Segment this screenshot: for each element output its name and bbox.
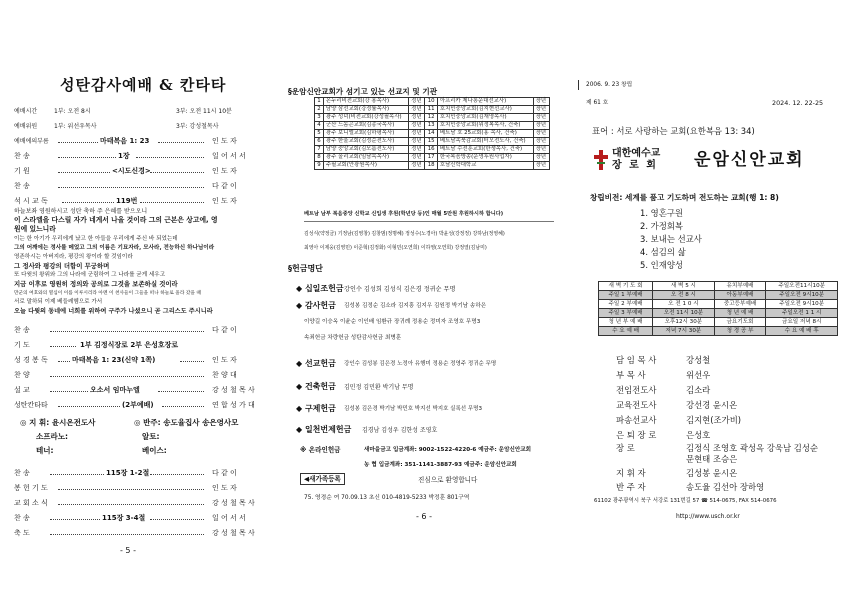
order-right: 인 도 자 — [212, 356, 237, 364]
meta-value: 1부: 오전 8시 — [54, 108, 91, 115]
service-time: 저녁 7시 30분 — [653, 327, 714, 336]
service-name: 주일 2 부예배 — [599, 300, 653, 309]
mission-no: 13 — [425, 122, 438, 130]
staff-role: 장 로 — [616, 443, 635, 453]
mission-name: 호치민중앙교회(김재영목사) — [437, 114, 533, 122]
mission-row — [315, 130, 550, 138]
reading-line: 지금 이후로 영원히 정의와 공의로 그것을 보존하실 것이라 — [14, 280, 178, 288]
staff-name: 김성봉 윤시온 — [686, 468, 738, 478]
mission-name: 아프리카 제나롱운대선교사) — [437, 98, 533, 106]
reading-line: 원에 있느니라 — [14, 225, 56, 233]
vision-item: 3. 보내는 선교사 — [640, 234, 702, 244]
order-item: 찬 양 — [14, 371, 30, 379]
account-line: 새마을금고 입금계좌: 9002-1522-4220-6 예금주: 운암신안교회 — [364, 447, 532, 453]
names-line: 김성식(약정금) 기정남(김영창) 김창범(정명혜) 정성수(노경아) 박윤성(강정정) 강하남(정영혜) — [304, 231, 505, 237]
staff-name: 김지현(조가비) — [686, 415, 742, 425]
offering-names: 이양길 이승옥 이윤순 이인배 임환규 장귀례 정용순 정미자 조영호 무명3 — [304, 319, 481, 325]
order-right: 강 성 철 목 사 — [212, 529, 255, 537]
order-center: 오소서 임마누엘 — [90, 386, 140, 394]
mission-name: 담양 삼선교회(강정률목사) — [323, 106, 408, 114]
church-cross-logo — [594, 150, 608, 170]
online-offering-label: ※ 온라인헌금 — [300, 446, 341, 454]
mission-no: 6 — [315, 138, 324, 146]
order-center: 115장 1-2절 — [106, 469, 150, 477]
schedule-row — [599, 282, 838, 291]
order-right: 인 도 자 — [212, 197, 237, 205]
mission-type: 장년 — [533, 146, 549, 154]
order-item: 축 도 — [14, 529, 30, 537]
mission-no: 17 — [425, 154, 438, 162]
missions-title: §운암신안교회가 섬기고 있는 선교지 및 기관 — [288, 87, 438, 96]
service-time: 오전 11시 10분 — [653, 309, 714, 318]
mission-no: 12 — [425, 114, 438, 122]
mission-type: 장년 — [533, 130, 549, 138]
meta-value: 1부: 위선우목사 — [54, 123, 97, 130]
mission-type: 정년 — [409, 130, 425, 138]
service-name: 청 경 공 부 — [714, 327, 766, 336]
order-center: 119번 — [116, 197, 138, 205]
schedule-row — [599, 309, 838, 318]
mission-name: 광주 한울교회(김정순전도사) — [323, 138, 408, 146]
service-time: 새 벽 5 시 — [653, 282, 714, 291]
newcomer-welcome: 진심으로 환영합니다 — [418, 476, 478, 484]
service-name: 수 요 예 배 — [599, 327, 653, 336]
mission-no: 8 — [315, 154, 324, 162]
staff-role: 반 주 자 — [616, 482, 646, 492]
conductor: ◎ 지 휘: 윤시온전도사 — [20, 418, 96, 427]
service-time: 주일오전 9시10분 — [766, 291, 838, 300]
mission-type: 장년 — [533, 98, 549, 106]
order-right: 일 어 서 서 — [212, 152, 246, 160]
order-right: 강 성 철 목 사 — [212, 386, 255, 394]
reading-line: 이는 한 아기가 우리에게 났고 한 아들을 우리에게 주신 바 되었는데 — [14, 236, 178, 242]
order-center: (2부예배) — [122, 401, 154, 409]
service-name: 중고등부예배 — [714, 300, 766, 309]
service-name: 아동부예배 — [714, 291, 766, 300]
staff-role: 파송선교사 — [616, 415, 657, 425]
mission-no: 3 — [315, 114, 324, 122]
mission-no: 15 — [425, 138, 438, 146]
order-item: 성탄칸타타 — [14, 401, 48, 409]
staff-name: 문현태 조승은 — [686, 454, 738, 464]
offering-names: 김성봉 김정순 김소라 김지흥 김지우 김원정 박기남 송하은 — [344, 303, 487, 309]
mission-type: 장년 — [533, 106, 549, 114]
mission-name: 온누리비전교회(강 용목사) — [323, 98, 408, 106]
order-item: 찬 송 — [14, 152, 30, 160]
staff-name: 김소라 — [686, 385, 711, 395]
mission-type: 장년 — [533, 162, 549, 170]
bass: 베이스: — [142, 446, 167, 455]
mission-row — [315, 154, 550, 162]
staff-role: 교육전도사 — [616, 400, 657, 410]
tenor: 테너: — [36, 446, 54, 455]
order-item: 성 경 봉 독 — [14, 356, 48, 364]
mission-name: 군산 드놈곤교회(김종국목사) — [323, 122, 408, 130]
denomination-bottom: 장 로 회 — [612, 160, 658, 171]
offering-type: ◆ 일천번제헌금 — [296, 425, 352, 434]
page-number: - 6 - — [416, 512, 432, 521]
mission-no: 9 — [315, 162, 324, 170]
missions-note: 베트남 남부 복음중앙 신학교 신입생 후원(학년당 등)인 매월 5만원 후원하시하 합니다) — [304, 211, 504, 217]
mission-name: 광주 성덕(비전교회(강성필목사) — [323, 114, 408, 122]
mission-row — [315, 122, 550, 130]
reading-line: 만군의 여호와의 열심이 이를 이루시리라 아멘 이 천사들이 그들을 떠나 하늘로 올라 갔을 때 — [14, 291, 201, 296]
order-right: 인 도 자 — [212, 484, 237, 492]
names-line: 최영아 이제웅(김영민) 이준혁(김정화) 이형민(오연희) 이하영(오연희) 강정열(김남미) — [304, 245, 487, 251]
mission-no: 2 — [315, 106, 324, 114]
staff-role: 부 목 사 — [616, 370, 646, 380]
mission-name: 광주 올리교회(임남목목사) — [323, 154, 408, 162]
offering-type: ◆ 감사헌금 — [296, 301, 336, 310]
service-time: 주일오전 9시10분 — [766, 300, 838, 309]
page-number: - 5 - — [120, 546, 136, 555]
mission-name: 광주 보니엘교회(김하평목사) — [323, 130, 408, 138]
mission-row — [315, 106, 550, 114]
service-time: 주일오전11시10분 — [766, 282, 838, 291]
mission-name: 주필교회(안광원목사) — [323, 162, 408, 170]
order-item: 교 회 소 식 — [14, 499, 48, 507]
vision-item: 5. 인재양성 — [640, 260, 684, 270]
page-6 — [286, 0, 576, 608]
order-right: 인 도 자 — [212, 137, 237, 145]
website: http://www.usch.or.kr — [676, 513, 740, 520]
page-title: 성탄감사예배 & 칸타타 — [60, 76, 227, 94]
mission-no: 1 — [315, 98, 324, 106]
staff-name: 은성호 — [686, 430, 711, 440]
meta-label: 예배시간 — [14, 108, 38, 115]
order-right: 연 합 성 가 대 — [212, 401, 255, 409]
mission-row — [315, 138, 550, 146]
newcomer-badge: ◀새가족등록 — [300, 473, 345, 485]
mission-type: 정년 — [409, 98, 425, 106]
mission-name: 호치민중앙교회(위정복목사, 건축) — [437, 122, 533, 130]
mission-row — [315, 98, 550, 106]
mission-name: 베트남 수전훈교회(한쟁목사, 건축) — [437, 146, 533, 154]
mission-no: 18 — [425, 162, 438, 170]
newcomer-icon: ◀ — [304, 475, 310, 483]
order-right: 강 성 철 목 사 — [212, 499, 255, 507]
church-name: 운암신안교회 — [694, 150, 805, 170]
mission-name: 호치민중앙교회(김지현선교사) — [437, 106, 533, 114]
mission-no: 5 — [315, 130, 324, 138]
staff-name: 송도율 김선아 장하영 — [686, 482, 765, 492]
order-item: 설 교 — [14, 386, 30, 394]
service-name: 주일 3 부예배 — [599, 309, 653, 318]
offering-names: 김민정 김민환 박기남 무명 — [344, 384, 414, 391]
motto: 표어 : 서로 사랑하는 교회(요한복음 13: 34) — [592, 126, 755, 136]
order-item: 찬 송 — [14, 469, 30, 477]
order-item: 찬 송 — [14, 326, 30, 334]
order-center: 마태복음 1: 23(신약 1쪽) — [72, 356, 156, 364]
staff-name: 강성철 — [686, 355, 711, 365]
mission-name: 호남신학대학교 — [437, 162, 533, 170]
order-item: 봉 헌 기 도 — [14, 484, 48, 492]
service-name: 금요기도회 — [714, 318, 766, 327]
offering-names: 강인수 김성봉 김은경 노정아 유행미 정용순 정영주 정귀순 무명 — [344, 361, 497, 367]
staff-name: 김정식 조영호 곽성옥 강욱남 김성순 — [686, 443, 819, 453]
order-right: 다 같 이 — [212, 326, 237, 334]
reading-line: 그 정사와 평강의 더함이 무궁하며 — [14, 262, 110, 270]
mission-type: 정년 — [409, 162, 425, 170]
alto: 알토: — [142, 432, 160, 441]
mission-name: 한국복음방송(운영후원사업자) — [437, 154, 533, 162]
reading-line: 또 다윗의 왕위와 그의 나라에 군림하여 그 나라를 굳게 세우고 — [14, 272, 166, 278]
vision-item: 1. 영혼구원 — [640, 208, 684, 218]
service-time: 오후12시 30분 — [653, 318, 714, 327]
reading-line: 오늘 다윗의 동네에 너희를 위하여 구주가 나셨으니 곧 그리스도 주시니라 — [14, 308, 213, 315]
mission-no: 7 — [315, 146, 324, 154]
accompanist: ◎ 반주: 송도율집사 송은영사모 — [134, 418, 239, 427]
account-line: 농 협 입금계좌: 351-1141-3887-93 예금주: 운암신안교회 — [364, 462, 517, 468]
service-time: 금요일 저녁 8시 — [766, 318, 838, 327]
order-right: 일 어 서 서 — [212, 514, 246, 522]
meta-label: 예배위원 — [14, 123, 38, 130]
soprano: 소프라노: — [36, 432, 68, 441]
order-right: 다 같 이 — [212, 469, 237, 477]
mission-row — [315, 114, 550, 122]
offering-names: 속죄헌금 차량헌금 성탄감사헌금 최병훈 — [304, 335, 402, 341]
service-name: 청 년 예 배 — [714, 309, 766, 318]
mission-type: 장년 — [533, 154, 549, 162]
order-right: 찬 양 대 — [212, 371, 237, 379]
offering-type: ◆ 구제헌금 — [296, 404, 336, 413]
reading-line: 하늘보좌 영원하시고 성탄 축하 주 은혜를 받으오니 — [14, 208, 148, 215]
service-time: 수 요 예 배 후 — [766, 327, 838, 336]
reading-line: 이 스라엘을 다스릴 자가 네게서 나올 것이라 그의 근본은 상고에, 영 — [14, 216, 218, 224]
staff-name: 위선우 — [686, 370, 711, 380]
schedule-row — [599, 318, 838, 327]
schedule-row — [599, 300, 838, 309]
order-item: 기 원 — [14, 167, 30, 175]
mission-name: 베트남족북감교회(터오전도사, 건축) — [437, 138, 533, 146]
staff-role: 지 휘 자 — [616, 468, 646, 478]
page-5 — [0, 0, 280, 608]
offering-type: ◆ 건축헌금 — [296, 382, 336, 391]
service-name: 청 년 부 예 배 — [599, 318, 653, 327]
service-name: 유치부예배 — [714, 282, 766, 291]
reading-line: 영존하시는 아버지라, 평강의 왕이라 할 것임이라 — [14, 254, 133, 260]
schedule-row — [599, 327, 838, 336]
missions-table — [314, 97, 550, 170]
mission-no: 4 — [315, 122, 324, 130]
staff-role: 담 임 목 사 — [616, 355, 657, 365]
meta-value: 3부: 오전 11시 10분 — [176, 108, 232, 115]
mission-name: 베트남 호 25교회(홍 목사, 건축) — [437, 130, 533, 138]
order-center: <시도신경> — [112, 167, 151, 175]
mission-type: 정년 — [409, 122, 425, 130]
order-item: 찬 송 — [14, 182, 30, 190]
service-time: 주일오전 1 1 시 — [766, 309, 838, 318]
worship-schedule — [598, 281, 838, 336]
offering-title: §헌금명단 — [288, 264, 323, 273]
mission-no: 10 — [425, 98, 438, 106]
order-right: 다 같 이 — [212, 182, 237, 190]
newcomer-entry: 75. 영경순 여 70.09.13 초신 010-4819-5233 박정훈 801구역 — [304, 495, 470, 501]
mission-type: 정년 — [409, 138, 425, 146]
mission-no: 16 — [425, 146, 438, 154]
order-center: 1장 — [118, 152, 130, 160]
mission-type: 장년 — [533, 114, 549, 122]
offering-names: 강인수 김성희 김성식 김은경 정귀순 무명 — [344, 286, 456, 293]
front-cover — [576, 0, 860, 608]
order-item: 예배에의부름 — [14, 138, 49, 145]
offering-type: ◆ 선교헌금 — [296, 359, 336, 368]
founding-vision: 창립비전: 세계를 품고 기도하며 전도하는 교회(행 1: 8) — [590, 193, 779, 202]
offering-type: ◆ 십일조헌금 — [296, 284, 344, 293]
mission-no: 11 — [425, 106, 438, 114]
issue-number: 제 61 호 — [586, 100, 609, 106]
vision-item: 4. 섬김의 삶 — [640, 247, 686, 257]
service-time: 오 전 8 시 — [653, 291, 714, 300]
mission-type: 정년 — [409, 114, 425, 122]
denomination-top: 대한예수교 — [612, 148, 661, 159]
order-item: 찬 송 — [14, 514, 30, 522]
service-name: 주일 1 부예배 — [599, 291, 653, 300]
service-name: 새 벽 기 도 회 — [599, 282, 653, 291]
mission-type: 장년 — [533, 138, 549, 146]
offering-names: 김경남 김성우 김한성 조영호 — [362, 427, 438, 434]
order-item: 석 시 교 독 — [14, 197, 48, 205]
staff-role: 전임전도사 — [616, 385, 657, 395]
bulletin-date: 2024. 12. 22-25 — [772, 99, 824, 107]
order-item: 기 도 — [14, 341, 30, 349]
mission-type: 정년 — [409, 154, 425, 162]
mission-type: 장년 — [533, 122, 549, 130]
founded-date: 2006. 9. 23 창립 — [586, 82, 633, 88]
vision-item: 2. 가정회복 — [640, 221, 684, 231]
staff-name: 강선경 윤시온 — [686, 400, 738, 410]
mission-row — [315, 162, 550, 170]
mission-row — [315, 146, 550, 154]
mission-type: 정년 — [409, 106, 425, 114]
mission-no: 14 — [425, 130, 438, 138]
order-center: 1부 김정식장로 2부 은성호장로 — [80, 341, 179, 349]
schedule-row — [599, 291, 838, 300]
address: 61102 광주광역시 북구 서강로 131번길 57 ☎ 514-0675, FAX 514-0676 — [594, 498, 777, 504]
reading-line: 그의 어깨에는 정사를 메었고 그의 이름은 기묘자라, 모사라, 전능하신 하나님이라 — [14, 245, 215, 251]
order-center: 115장 3-4절 — [102, 514, 146, 522]
order-center: 마태복음 1: 23 — [100, 137, 150, 145]
mission-name: 담양 중앙교회(김모롬전도사) — [323, 146, 408, 154]
mission-type: 정년 — [409, 146, 425, 154]
reading-line: 서로 말하되 이제 베들레헴으로 가서 — [14, 299, 103, 305]
offering-names: 김성봉 김은경 박기남 박민호 박지선 박지호 실록선 무명3 — [344, 406, 482, 412]
service-time: 오 전 1 0 시 — [653, 300, 714, 309]
order-right: 인 도 자 — [212, 167, 237, 175]
staff-role: 은 퇴 장 로 — [616, 430, 657, 440]
meta-value: 3부: 강성철목사 — [176, 123, 219, 130]
